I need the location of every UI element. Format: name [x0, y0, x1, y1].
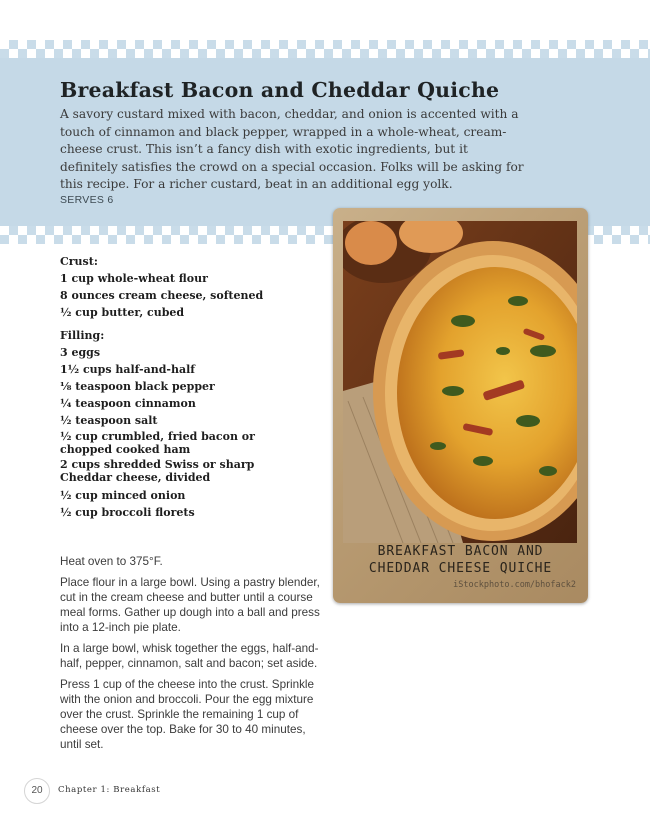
photo-card	[333, 208, 588, 603]
recipe-intro: A savory custard mixed with bacon, cheddar, and onion is accented with a touch of cinnamon and black pepper, wrapped in a whole-wheat, cream-cheese crust. This isn’t a fancy dish with exotic ingredients, but it definitely satisfies the crowd on a special occasion. Folks will be asking for this recipe. For a richer custard, beat in an additional egg yolk.	[60, 107, 524, 192]
photo-caption	[333, 544, 588, 577]
photo-credit: iStockphoto.com/bhofack2	[453, 580, 576, 590]
ingredient-item: 3 eggs	[60, 346, 101, 359]
ingredient-item: ⅛ teaspoon black pepper	[60, 380, 215, 393]
ingredient-item: ½ cup butter, cubed	[60, 306, 185, 319]
caption-line: CHEDDAR CHEESE QUICHE	[368, 560, 553, 576]
quiche-illustration	[343, 221, 577, 543]
directions-section	[60, 554, 322, 758]
filling-heading: Filling:	[60, 329, 105, 342]
filling-list	[60, 344, 300, 521]
recipe-serves: SERVES 6	[60, 194, 114, 206]
top-checker-border	[0, 40, 650, 58]
ingredient-item: ¼ teaspoon cinnamon	[60, 397, 196, 410]
direction-step: Press 1 cup of the cheese into the crust. Sprinkle with the onion and broccoli. Pour the egg mixture over the crust. Sprinkle the remaining 1 cup of cheese over the top. Bake for 30 to 40 minutes, until set.	[60, 678, 315, 751]
ingredient-item: ½ cup broccoli florets	[60, 506, 195, 519]
chapter-label: Chapter 1: Breakfast	[58, 785, 161, 795]
caption-line: BREAKFAST BACON AND	[377, 544, 544, 559]
recipe-title: Breakfast Bacon and Cheddar Quiche	[60, 78, 500, 102]
ingredient-item: ½ teaspoon salt	[60, 414, 158, 427]
quiche-photo	[343, 221, 577, 543]
crust-heading: Crust:	[60, 255, 98, 268]
ingredient-item: 2 cups shredded Swiss or sharp Cheddar cheese, divided	[60, 458, 255, 484]
direction-step: In a large bowl, whisk together the eggs, half-and-half, pepper, cinnamon, salt and bacon; set aside.	[60, 642, 319, 670]
crust-list	[60, 270, 300, 321]
ingredient-item: 8 ounces cream cheese, softened	[60, 289, 264, 302]
direction-step: Heat oven to 375°F.	[60, 555, 163, 568]
page-number: 20	[24, 778, 50, 804]
ingredient-item: 1 cup whole-wheat flour	[60, 272, 208, 285]
ingredient-item: ½ cup crumbled, fried bacon or chopped cooked ham	[60, 430, 255, 456]
ingredient-item: 1½ cups half-and-half	[60, 363, 195, 376]
ingredients-section	[60, 253, 300, 521]
ingredient-item: ½ cup minced onion	[60, 489, 186, 502]
direction-step: Place flour in a large bowl. Using a pastry blender, cut in the cream cheese and butter until a course meal forms. Gather up dough into a ball and press into a 12-inch pie plate.	[60, 576, 320, 634]
